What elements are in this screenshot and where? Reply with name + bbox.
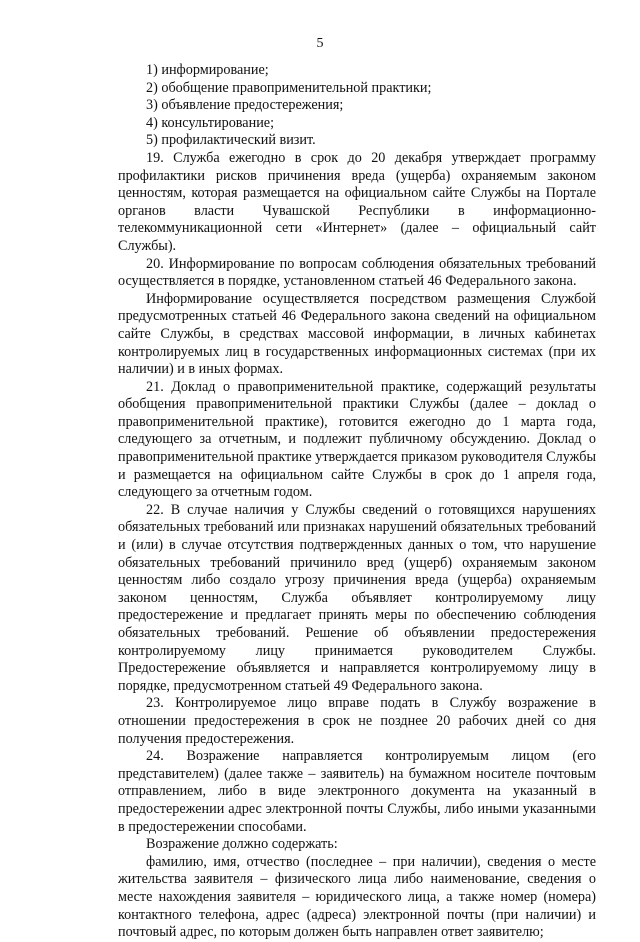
list-item-preventive-visit: 5) профилактический визит. [146, 132, 316, 149]
page-number: 5 [316, 36, 324, 51]
paragraph-19: 19. Служба ежегодно в срок до 20 декабря утверждает программу профилактики рисков причинения вреда (ущерба) охраняемым законом ценностям, которая размещается на официальном сайте Службы на Портале органов власти Чувашской Республики в информационно-телекоммуникационной сети «Интернет» (далее – официальный сайт Службы). [118, 149, 596, 254]
paragraph-applicant-details: фамилию, имя, отчество (последнее – при наличии), сведения о месте жительства заявителя – физического лица либо наименование, сведения о месте нахождения заявителя – юридического лица, а также номер (номера) контактного телефона, адрес (адреса) электронной почты (при наличии) и почтовый адрес, по которым должен быть направлен ответ заявителю; [118, 853, 596, 941]
list-item-consulting: 4) консультирование; [146, 114, 275, 131]
paragraph-objection-contents: Возражение должно содержать: [146, 836, 338, 853]
paragraph-23: 23. Контролируемое лицо вправе подать в Службу возражение в отношении предостережения в срок не позднее 20 рабочих дней со дня получения предостережения. [118, 695, 596, 747]
list-item-practice-generalization: 2) обобщение правоприменительной практики; [146, 79, 432, 96]
list-item-warning: 3) объявление предостережения; [146, 97, 344, 114]
paragraph-20: 20. Информирование по вопросам соблюдения обязательных требований осуществляется в порядке, установленном статьей 46 Федерального закона. [118, 255, 596, 290]
document-body [118, 62, 596, 942]
paragraph-informing-method: Информирование осуществляется посредством размещения Службой предусмотренных статьей 46 Федерального закона сведений на официальном сайте Службы, в средствах массовой информации, в личных кабинетах контролируемых лиц в государственных информационных системах (при их наличии) и в иных формах. [118, 290, 596, 378]
paragraph-24: 24. Возражение направляется контролируемым лицом (его представителем) (далее также – заявитель) на бумажном носителе почтовым отправлением, либо в виде электронного документа на указанный в предостережении адрес электронной почты Службы, либо иными указанными в предостережении способами. [118, 748, 596, 835]
paragraph-22: 22. В случае наличия у Службы сведений о готовящихся нарушениях обязательных требований или признаках нарушений обязательных требований и (или) в случае отсутствия подтвержденных данных о том, что нарушение обязательных требований причинило вред (ущерб) охраняемым законом ценностям либо создало угрозу причинения вреда (ущерба) охраняемым законом ценностям, Служба объявляет контролируемому лицу предостережение и предлагает принять меры по обеспечению соблюдения обязательных требований. Решение об объявлении предостережения контролируемому лицу принимается руководителем Службы. Предостережение объявляется и направляется контролируемому лицу в порядке, предусмотренном статьей 49 Федерального закона. [118, 501, 596, 694]
list-item-informing: 1) информирование; [146, 62, 269, 78]
paragraph-21: 21. Доклад о правоприменительной практике, содержащий результаты обобщения правоприменительной практики Службы (далее – доклад о правоприменительной практике), готовится ежегодно до 1 марта года, следующего за отчетным, и подлежит публичному обсуждению. Доклад о правоприменительной практике утверждается приказом руководителя Службы и размещается на официальном сайте Службы в срок до 1 апреля года, следующего за отчетным годом. [118, 378, 596, 501]
